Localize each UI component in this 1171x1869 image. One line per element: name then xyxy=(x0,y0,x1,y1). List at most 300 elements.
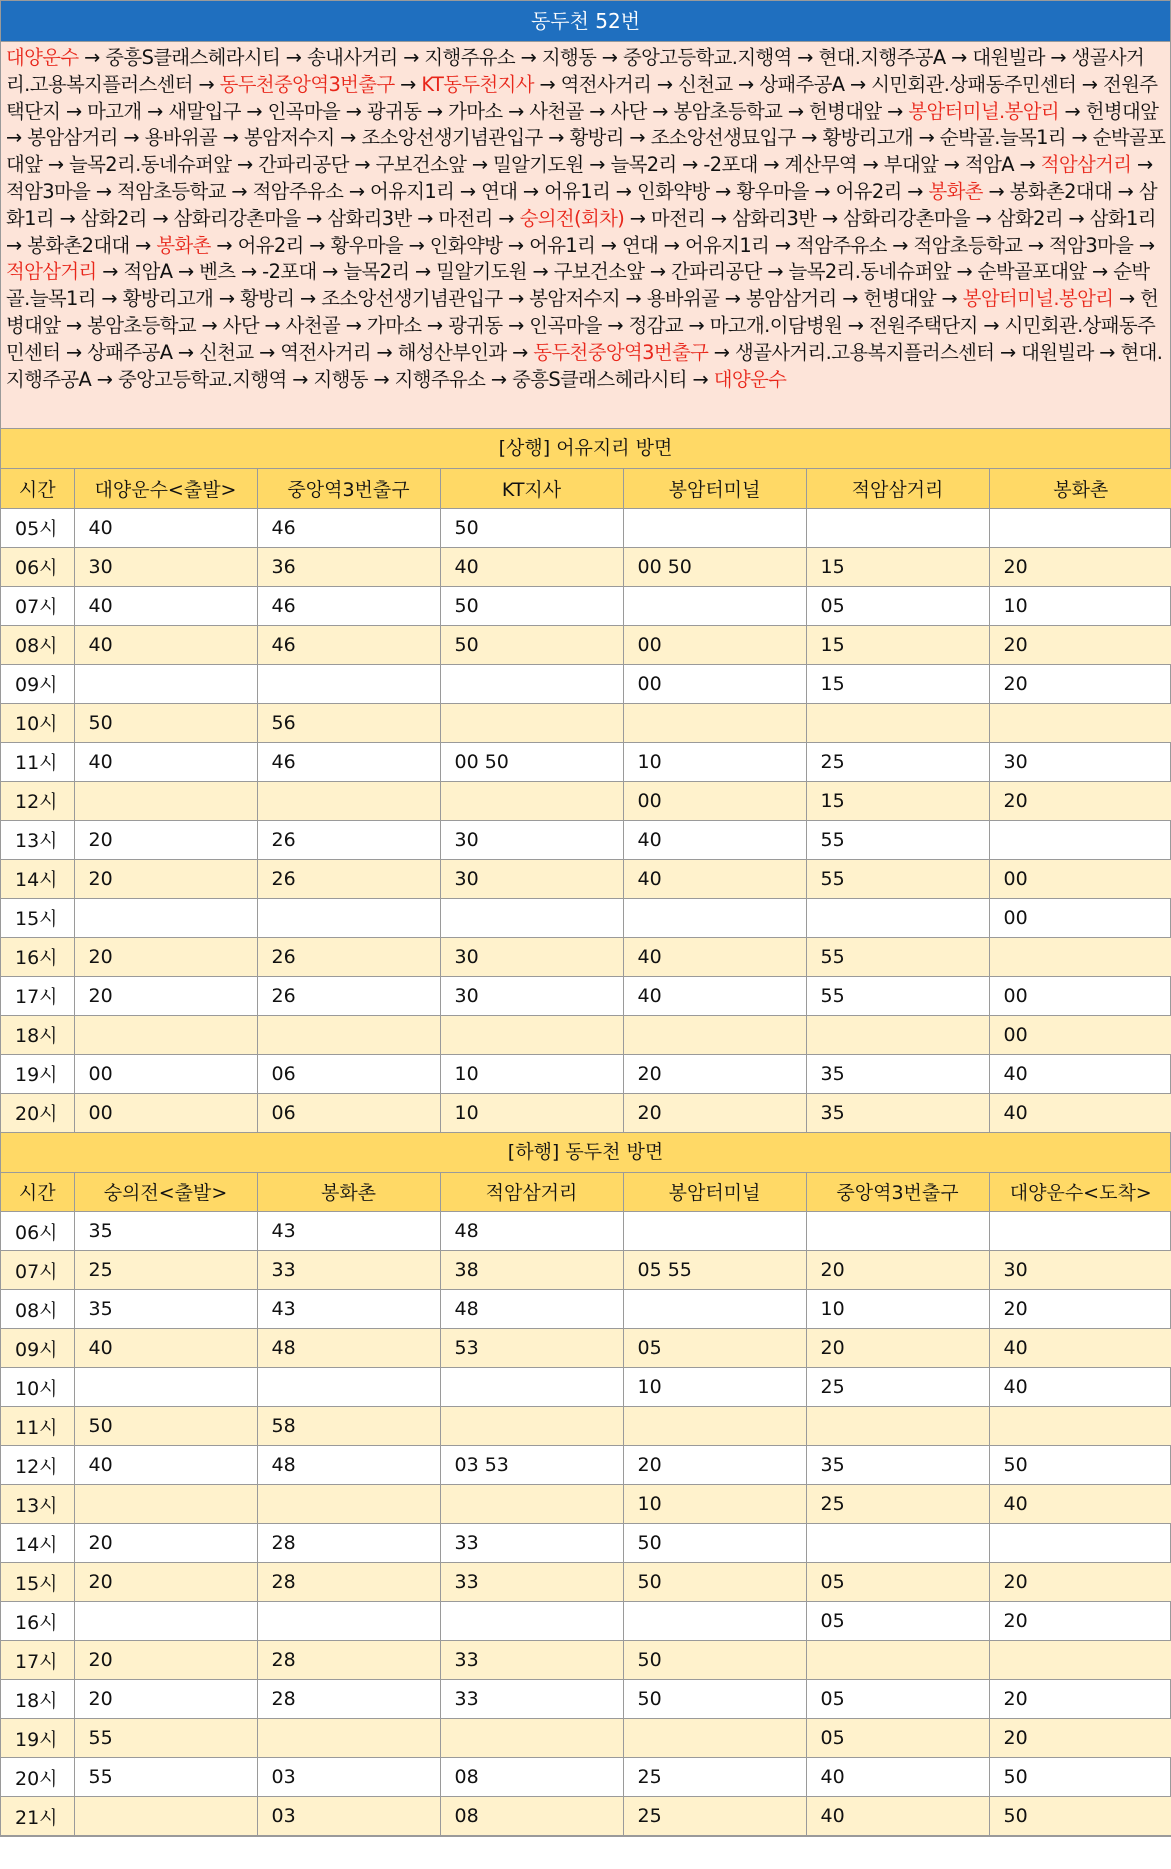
route-text: → 어유2리 → 황우마을 → 인화약방 → 어유1리 → 연대 → 어유지1리 → 적암주유소 → 적암초등학교 → 적암3마을 → xyxy=(210,233,1155,257)
table-row xyxy=(1,1093,1171,1132)
time-cell xyxy=(440,1719,623,1758)
hour-cell: 08시 xyxy=(1,1290,74,1329)
time-cell: 05 xyxy=(806,1719,989,1758)
route-highlight-stop: 대양운수 xyxy=(713,367,787,391)
time-cell: 20 xyxy=(989,664,1171,703)
time-cell: 48 xyxy=(440,1212,623,1251)
time-cell xyxy=(623,1015,806,1054)
hour-cell: 14시 xyxy=(1,1524,74,1563)
time-cell: 15 xyxy=(806,664,989,703)
up-column-header: 중앙역3번출구 xyxy=(257,469,440,508)
table-row xyxy=(1,1054,1171,1093)
time-cell: 25 xyxy=(74,1251,257,1290)
time-cell xyxy=(74,898,257,937)
time-cell xyxy=(989,1524,1171,1563)
time-cell: 06 xyxy=(257,1093,440,1132)
time-cell: 00 xyxy=(74,1054,257,1093)
time-cell: 20 xyxy=(806,1329,989,1368)
time-cell: 20 xyxy=(989,1602,1171,1641)
down-column-header: 적암삼거리 xyxy=(440,1173,623,1212)
hour-cell: 19시 xyxy=(1,1719,74,1758)
time-cell xyxy=(806,1015,989,1054)
route-highlight-stop: 적암삼거리 xyxy=(1040,153,1132,177)
time-cell: 40 xyxy=(806,1797,989,1836)
time-cell: 33 xyxy=(257,1251,440,1290)
time-cell: 50 xyxy=(623,1524,806,1563)
hour-cell: 16시 xyxy=(1,937,74,976)
time-cell: 46 xyxy=(257,625,440,664)
time-cell: 05 xyxy=(806,1563,989,1602)
time-cell: 00 xyxy=(989,859,1171,898)
time-cell xyxy=(623,1212,806,1251)
time-cell xyxy=(74,1368,257,1407)
time-cell: 03 xyxy=(257,1758,440,1797)
hour-cell: 14시 xyxy=(1,859,74,898)
time-cell: 40 xyxy=(989,1329,1171,1368)
time-cell: 10 xyxy=(623,1485,806,1524)
time-cell xyxy=(989,937,1171,976)
time-cell: 20 xyxy=(989,1719,1171,1758)
time-cell: 25 xyxy=(623,1797,806,1836)
route-highlight-stop: 봉암터미널.봉암리 xyxy=(962,287,1114,311)
time-cell: 35 xyxy=(74,1290,257,1329)
time-cell: 06 xyxy=(257,1054,440,1093)
time-cell: 30 xyxy=(440,976,623,1015)
time-cell: 20 xyxy=(74,1524,257,1563)
time-cell: 55 xyxy=(74,1758,257,1797)
time-cell: 33 xyxy=(440,1641,623,1680)
up-section-heading: [상행] 어유지리 방면 xyxy=(1,429,1170,469)
time-cell: 46 xyxy=(257,508,440,547)
time-cell: 35 xyxy=(806,1054,989,1093)
up-timetable xyxy=(1,469,1171,1133)
route-highlight-stop: KT동두천지사 xyxy=(421,72,534,96)
time-cell: 38 xyxy=(440,1251,623,1290)
time-cell: 55 xyxy=(74,1719,257,1758)
hour-cell: 18시 xyxy=(1,1680,74,1719)
hour-cell: 08시 xyxy=(1,625,74,664)
time-cell: 20 xyxy=(989,1680,1171,1719)
table-row xyxy=(1,859,1171,898)
table-row xyxy=(1,898,1171,937)
time-cell: 40 xyxy=(440,547,623,586)
time-cell: 30 xyxy=(989,742,1171,781)
time-cell: 35 xyxy=(806,1446,989,1485)
hour-cell: 10시 xyxy=(1,1368,74,1407)
time-cell xyxy=(623,1407,806,1446)
time-cell xyxy=(257,1368,440,1407)
time-cell: 50 xyxy=(989,1797,1171,1836)
time-cell: 05 xyxy=(806,586,989,625)
time-cell: 20 xyxy=(989,781,1171,820)
time-cell: 25 xyxy=(806,742,989,781)
time-cell: 15 xyxy=(806,547,989,586)
hour-cell: 20시 xyxy=(1,1093,74,1132)
time-cell xyxy=(257,1602,440,1641)
time-cell: 20 xyxy=(74,1563,257,1602)
up-column-header: KT지사 xyxy=(440,469,623,508)
time-cell: 26 xyxy=(257,820,440,859)
down-column-header: 시간 xyxy=(1,1173,74,1212)
table-row xyxy=(1,1680,1171,1719)
hour-cell: 09시 xyxy=(1,664,74,703)
table-row xyxy=(1,1212,1171,1251)
time-cell xyxy=(806,1212,989,1251)
time-cell: 20 xyxy=(623,1446,806,1485)
time-cell: 55 xyxy=(806,859,989,898)
time-cell: 40 xyxy=(74,1446,257,1485)
time-cell: 35 xyxy=(74,1212,257,1251)
table-row xyxy=(1,1329,1171,1368)
time-cell: 53 xyxy=(440,1329,623,1368)
time-cell: 30 xyxy=(74,547,257,586)
time-cell: 20 xyxy=(623,1054,806,1093)
page-title: 동두천 52번 xyxy=(1,1,1170,42)
hour-cell: 06시 xyxy=(1,1212,74,1251)
time-cell: 40 xyxy=(989,1093,1171,1132)
time-cell xyxy=(989,1212,1171,1251)
time-cell: 00 50 xyxy=(623,547,806,586)
time-cell xyxy=(257,1485,440,1524)
time-cell xyxy=(989,1407,1171,1446)
hour-cell: 07시 xyxy=(1,586,74,625)
time-cell: 00 xyxy=(989,898,1171,937)
time-cell: 55 xyxy=(806,976,989,1015)
time-cell: 28 xyxy=(257,1563,440,1602)
table-row xyxy=(1,508,1171,547)
time-cell xyxy=(257,898,440,937)
hour-cell: 18시 xyxy=(1,1015,74,1054)
hour-cell: 21시 xyxy=(1,1797,74,1836)
down-timetable xyxy=(1,1173,1171,1837)
hour-cell: 17시 xyxy=(1,1641,74,1680)
time-cell: 48 xyxy=(257,1446,440,1485)
time-cell: 25 xyxy=(623,1758,806,1797)
up-table-body xyxy=(1,508,1171,1132)
table-row xyxy=(1,1368,1171,1407)
time-cell xyxy=(806,1524,989,1563)
route-text: → xyxy=(394,72,422,96)
route-text: → 중흥S클래스헤라시티 → 송내사거리 → 지행주유소 → 지행동 → 중앙고등학교.지행역 → 현대.지행주공A → 대원빌라 → 생골사거리.고용복지플러스센터 → xyxy=(6,46,1145,96)
table-row xyxy=(1,1015,1171,1054)
time-cell: 10 xyxy=(440,1054,623,1093)
time-cell xyxy=(440,1407,623,1446)
time-cell xyxy=(989,1641,1171,1680)
time-cell: 43 xyxy=(257,1212,440,1251)
route-text: → 적암A → 벤츠 → -2포대 → 늘목2리 → 밀알기도원 → 구보건소앞 → 간파리공단 → 늘목2리.동네슈퍼앞 → 순박골포대앞 → 순박골.늘목1리 → 황방리고개 → 황방리 → 조소앙선생기념관입구 → 봉암저수지 → 용바위골 → 봉암삼거리 → 헌병대앞 → xyxy=(6,260,1150,311)
time-cell: 25 xyxy=(806,1485,989,1524)
time-cell: 00 xyxy=(74,1093,257,1132)
down-column-header: 봉화촌 xyxy=(257,1173,440,1212)
hour-cell: 11시 xyxy=(1,1407,74,1446)
time-cell: 26 xyxy=(257,976,440,1015)
hour-cell: 15시 xyxy=(1,898,74,937)
time-cell: 00 50 xyxy=(440,742,623,781)
time-cell xyxy=(74,1015,257,1054)
route-text: → 헌병대앞 → 봉암초등학교 → 사단 → 사천골 → 가마소 → 광귀동 → 인곡마을 → 정감교 → 마고개.이담병원 → 전원주택단지 → 시민회관.상패동주민센터 → 상패주공A → 신천교 → 역전사거리 → 해성산부인과 → xyxy=(6,287,1159,364)
time-cell: 40 xyxy=(623,859,806,898)
time-cell xyxy=(989,703,1171,742)
time-cell xyxy=(989,820,1171,859)
time-cell: 28 xyxy=(257,1641,440,1680)
time-cell: 00 xyxy=(623,664,806,703)
time-cell: 20 xyxy=(806,1251,989,1290)
time-cell: 03 53 xyxy=(440,1446,623,1485)
time-cell: 40 xyxy=(989,1368,1171,1407)
time-cell xyxy=(623,703,806,742)
hour-cell: 11시 xyxy=(1,742,74,781)
time-cell xyxy=(440,664,623,703)
time-cell xyxy=(623,508,806,547)
time-cell xyxy=(806,1407,989,1446)
hour-cell: 09시 xyxy=(1,1329,74,1368)
time-cell: 40 xyxy=(74,1329,257,1368)
time-cell xyxy=(257,1015,440,1054)
up-column-header: 봉화촌 xyxy=(989,469,1171,508)
time-cell: 28 xyxy=(257,1680,440,1719)
time-cell: 05 xyxy=(806,1680,989,1719)
time-cell: 10 xyxy=(806,1290,989,1329)
hour-cell: 05시 xyxy=(1,508,74,547)
time-cell: 50 xyxy=(440,508,623,547)
time-cell xyxy=(623,1290,806,1329)
time-cell: 30 xyxy=(440,820,623,859)
time-cell: 05 55 xyxy=(623,1251,806,1290)
time-cell xyxy=(440,1368,623,1407)
time-cell: 10 xyxy=(623,1368,806,1407)
time-cell xyxy=(806,898,989,937)
time-cell: 00 xyxy=(623,625,806,664)
time-cell: 08 xyxy=(440,1758,623,1797)
time-cell xyxy=(74,781,257,820)
time-cell: 50 xyxy=(623,1680,806,1719)
time-cell xyxy=(989,508,1171,547)
time-cell: 50 xyxy=(74,703,257,742)
time-cell: 40 xyxy=(74,625,257,664)
time-cell: 05 xyxy=(623,1329,806,1368)
down-section-heading: [하행] 동두천 방면 xyxy=(1,1133,1170,1173)
time-cell: 55 xyxy=(806,937,989,976)
time-cell: 48 xyxy=(440,1290,623,1329)
table-row xyxy=(1,1524,1171,1563)
time-cell: 15 xyxy=(806,781,989,820)
time-cell: 08 xyxy=(440,1797,623,1836)
time-cell: 48 xyxy=(257,1329,440,1368)
table-row xyxy=(1,781,1171,820)
time-cell xyxy=(623,1719,806,1758)
route-highlight-stop: 봉암터미널.봉암리 xyxy=(908,99,1059,123)
time-cell xyxy=(257,664,440,703)
up-column-header: 봉암터미널 xyxy=(623,469,806,508)
hour-cell: 16시 xyxy=(1,1602,74,1641)
time-cell xyxy=(440,1015,623,1054)
time-cell: 10 xyxy=(623,742,806,781)
table-row xyxy=(1,742,1171,781)
time-cell xyxy=(440,1602,623,1641)
time-cell: 40 xyxy=(623,937,806,976)
table-row xyxy=(1,625,1171,664)
time-cell: 35 xyxy=(806,1093,989,1132)
hour-cell: 15시 xyxy=(1,1563,74,1602)
table-row xyxy=(1,976,1171,1015)
down-column-header: 대양운수<도착> xyxy=(989,1173,1171,1212)
table-row xyxy=(1,586,1171,625)
time-cell xyxy=(257,781,440,820)
time-cell xyxy=(74,1485,257,1524)
table-row xyxy=(1,1485,1171,1524)
table-row xyxy=(1,664,1171,703)
table-row xyxy=(1,1641,1171,1680)
time-cell: 43 xyxy=(257,1290,440,1329)
table-row xyxy=(1,1251,1171,1290)
time-cell: 15 xyxy=(806,625,989,664)
time-cell: 20 xyxy=(989,547,1171,586)
table-row xyxy=(1,937,1171,976)
up-header-row xyxy=(1,469,1171,508)
time-cell xyxy=(623,1602,806,1641)
time-cell: 00 xyxy=(623,781,806,820)
route-text: → 마전리 → 삼화리3반 → 삼화리강촌마을 → 삼화2리 → 삼화1리 → 봉화촌2대대 → xyxy=(6,206,1156,257)
time-cell xyxy=(440,781,623,820)
time-cell xyxy=(623,898,806,937)
time-cell: 10 xyxy=(440,1093,623,1132)
time-cell: 56 xyxy=(257,703,440,742)
hour-cell: 12시 xyxy=(1,781,74,820)
time-cell: 50 xyxy=(74,1407,257,1446)
time-cell: 20 xyxy=(74,1680,257,1719)
time-cell xyxy=(74,1797,257,1836)
time-cell: 50 xyxy=(440,586,623,625)
hour-cell: 13시 xyxy=(1,1485,74,1524)
hour-cell: 17시 xyxy=(1,976,74,1015)
route-description xyxy=(1,42,1170,429)
route-highlight-stop: 동두천중앙역3번출구 xyxy=(219,72,395,96)
time-cell: 40 xyxy=(989,1485,1171,1524)
time-cell: 26 xyxy=(257,859,440,898)
table-row xyxy=(1,1719,1171,1758)
time-cell: 05 xyxy=(806,1602,989,1641)
time-cell: 00 xyxy=(989,976,1171,1015)
time-cell: 40 xyxy=(623,820,806,859)
down-column-header: 봉암터미널 xyxy=(623,1173,806,1212)
route-text: → 역전사거리 → 신천교 → 상패주공A → 시민회관.상패동주민센터 → 전원주택단지 → 마고개 → 새말입구 → 인곡마을 → 광귀동 → 가마소 → 사천골 → 사단 → 봉암초등학교 → 헌병대앞 → xyxy=(6,72,1158,123)
time-cell: 28 xyxy=(257,1524,440,1563)
down-header-row xyxy=(1,1173,1171,1212)
time-cell: 25 xyxy=(806,1368,989,1407)
time-cell xyxy=(74,1602,257,1641)
table-row xyxy=(1,1602,1171,1641)
time-cell: 20 xyxy=(989,1563,1171,1602)
time-cell: 50 xyxy=(440,625,623,664)
time-cell xyxy=(440,898,623,937)
table-row xyxy=(1,1407,1171,1446)
time-cell: 20 xyxy=(623,1093,806,1132)
time-cell: 40 xyxy=(74,742,257,781)
hour-cell: 12시 xyxy=(1,1446,74,1485)
time-cell: 03 xyxy=(257,1797,440,1836)
time-cell: 40 xyxy=(806,1758,989,1797)
time-cell: 30 xyxy=(440,859,623,898)
route-text: → 헌병대앞 → 봉암삼거리 → 용바위골 → 봉암저수지 → 조소앙선생기념관입구 → 황방리 → 조소앙선생묘입구 → 황방리고개 → 순박골.늘목1리 → 순박골포대앞 → 늘목2리.동네슈퍼앞 → 간파리공단 → 구보건소앞 → 밀알기도원 → 늘목2리 → -2포대 → 계산무역 → 부대앞 → 적암A → xyxy=(6,99,1166,177)
route-highlight-stop: 숭의전(회차) xyxy=(519,206,625,230)
time-cell: 40 xyxy=(74,586,257,625)
down-column-header: 숭의전<출발> xyxy=(74,1173,257,1212)
down-column-header: 중앙역3번출구 xyxy=(806,1173,989,1212)
route-text: → 봉화촌2대대 → 삼화1리 → 삼화2리 → 삼화리강촌마을 → 삼화리3반 → 마전리 → xyxy=(6,179,1158,230)
time-cell: 33 xyxy=(440,1563,623,1602)
time-cell: 10 xyxy=(989,586,1171,625)
time-cell xyxy=(806,508,989,547)
route-highlight-stop: 대양운수 xyxy=(6,46,79,69)
route-highlight-stop: 봉화촌 xyxy=(928,179,983,203)
table-row xyxy=(1,820,1171,859)
time-cell: 33 xyxy=(440,1680,623,1719)
table-row xyxy=(1,1290,1171,1329)
time-cell: 40 xyxy=(623,976,806,1015)
time-cell: 40 xyxy=(989,1054,1171,1093)
hour-cell: 13시 xyxy=(1,820,74,859)
up-column-header: 적암삼거리 xyxy=(806,469,989,508)
time-cell: 20 xyxy=(74,937,257,976)
time-cell xyxy=(74,664,257,703)
time-cell xyxy=(440,703,623,742)
time-cell: 50 xyxy=(623,1563,806,1602)
time-cell: 20 xyxy=(74,1641,257,1680)
down-table-body xyxy=(1,1212,1171,1836)
time-cell: 58 xyxy=(257,1407,440,1446)
time-cell: 20 xyxy=(74,859,257,898)
table-row xyxy=(1,1758,1171,1797)
time-cell: 20 xyxy=(74,976,257,1015)
table-row xyxy=(1,1563,1171,1602)
time-cell: 50 xyxy=(989,1446,1171,1485)
up-column-header: 시간 xyxy=(1,469,74,508)
route-highlight-stop: 봉화촌 xyxy=(156,233,211,257)
time-cell: 20 xyxy=(74,820,257,859)
hour-cell: 10시 xyxy=(1,703,74,742)
time-cell: 20 xyxy=(989,625,1171,664)
time-cell xyxy=(806,1641,989,1680)
hour-cell: 19시 xyxy=(1,1054,74,1093)
table-row xyxy=(1,1446,1171,1485)
route-text: → 생골사거리.고용복지플러스센터 → 대원빌라 → 현대.지행주공A → 중앙고등학교.지행역 → 지행동 → 지행주유소 → 중흥S클래스헤라시티 → xyxy=(6,340,1163,391)
time-cell xyxy=(257,1719,440,1758)
hour-cell: 20시 xyxy=(1,1758,74,1797)
time-cell: 30 xyxy=(989,1251,1171,1290)
time-cell: 26 xyxy=(257,937,440,976)
time-cell: 50 xyxy=(623,1641,806,1680)
table-row xyxy=(1,1797,1171,1836)
time-cell xyxy=(440,1485,623,1524)
route-highlight-stop: 적암삼거리 xyxy=(6,260,97,284)
time-cell xyxy=(623,586,806,625)
time-cell: 00 xyxy=(989,1015,1171,1054)
time-cell: 20 xyxy=(989,1290,1171,1329)
time-cell xyxy=(806,703,989,742)
table-row xyxy=(1,547,1171,586)
hour-cell: 06시 xyxy=(1,547,74,586)
time-cell: 50 xyxy=(989,1758,1171,1797)
time-cell: 46 xyxy=(257,586,440,625)
route-text: → 적암3마을 → 적암초등학교 → 적암주유소 → 어유지1리 → 연대 → 어유1리 → 인화약방 → 황우마을 → 어유2리 → xyxy=(6,153,1153,203)
time-cell: 30 xyxy=(440,937,623,976)
time-cell: 40 xyxy=(74,508,257,547)
time-cell: 33 xyxy=(440,1524,623,1563)
hour-cell: 07시 xyxy=(1,1251,74,1290)
time-cell: 46 xyxy=(257,742,440,781)
table-row xyxy=(1,703,1171,742)
route-highlight-stop: 동두천중앙역3번출구 xyxy=(533,340,709,364)
